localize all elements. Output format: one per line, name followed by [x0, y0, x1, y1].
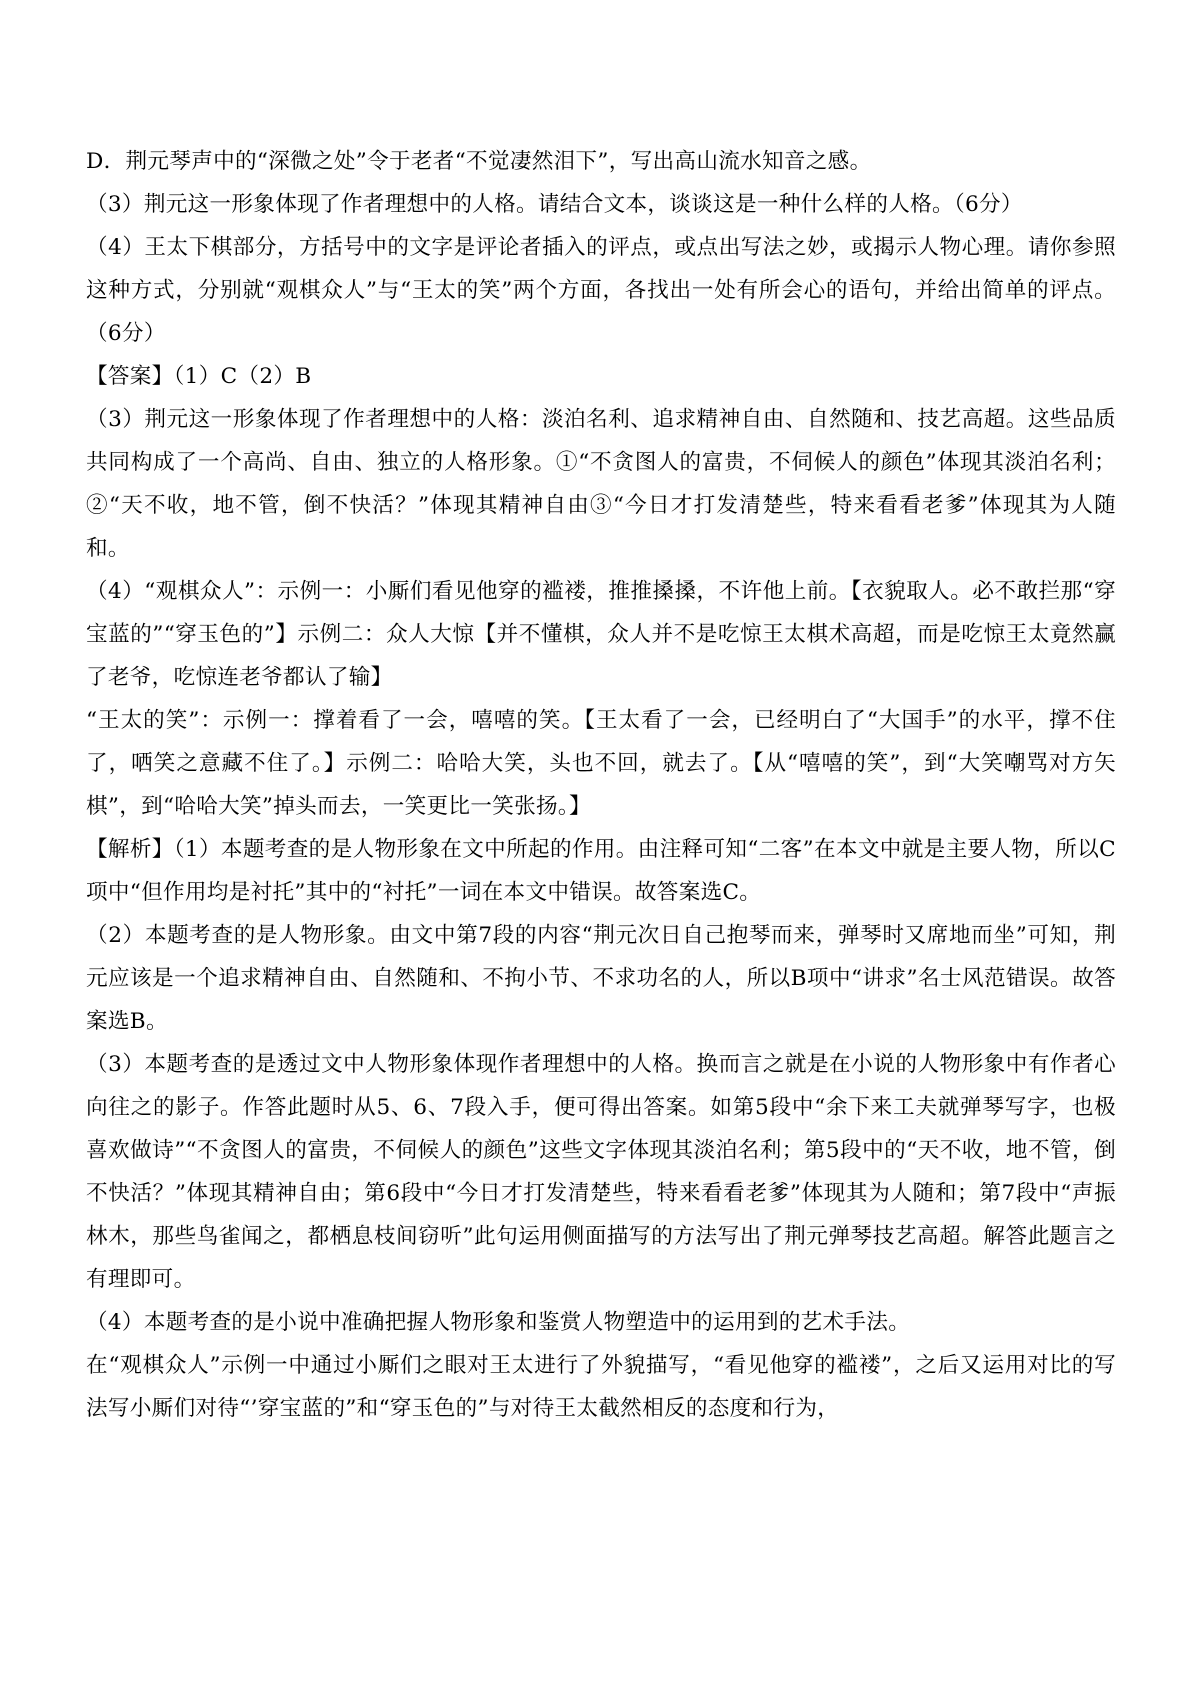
analysis-4-continued-text: 在“观棋众人”示例一中通过小厮们之眼对王太进行了外貌描写，“看见他穿的褴褛”，之后又运用对比的写法写小厮们对待“’穿宝蓝的”和“穿玉色的”与对待王太截然相反的态度和行为，	[86, 1353, 1116, 1421]
question-3-text: （3）荆元这一形象体现了作者理想中的人格。请结合文本，谈谈这是一种什么样的人格。（6分）	[86, 192, 1023, 217]
question-4-text: （4）王太下棋部分，方括号中的文字是评论者插入的评点，或点出写法之妙，或揭示人物心理。请你参照这种方式，分别就“观棋众人”与“王太的笑”两个方面，各找出一处有所会心的语句，并给出简单的评点。（6分）	[86, 235, 1116, 346]
analysis-1-text: 【解析】（1）本题考查的是人物形象在文中所起的作用。由注释可知“二客”在本文中就是主要人物，所以C项中“但作用均是衬托”其中的“衬托”一词在本文中错误。故答案选C。	[86, 837, 1116, 905]
answer-heading: 【答案】（1）C（2）B	[86, 364, 312, 389]
option-d-text: D．荆元琴声中的“深微之处”令于老者“不觉凄然泪下”，写出高山流水知音之感。	[86, 149, 872, 174]
analysis-4-text: （4）本题考查的是小说中准确把握人物形象和鉴赏人物塑造中的运用到的艺术手法。	[86, 1310, 911, 1335]
answer-4-onlookers-text: （4）“观棋众人”：示例一：小厮们看见他穿的褴褛，推推搡搡，不许他上前。【衣貌取人。必不敢拦那“穿宝蓝的”“穿玉色的”】示例二：众人大惊【并不懂棋，众人并不是吃惊王太棋术高超，而是吃惊王太竟然赢了老爷，吃惊连老爷都认了输】	[86, 579, 1116, 690]
analysis-2-text: （2）本题考查的是人物形象。由文中第7段的内容“荆元次日自己抱琴而来，弹琴时又席地而坐”可知，荆元应该是一个追求精神自由、自然随和、不拘小节、不求功名的人，所以B项中“讲求”名士风范错误。故答案选B。	[86, 923, 1116, 1034]
answer-3-text: （3）荆元这一形象体现了作者理想中的人格：淡泊名利、追求精神自由、自然随和、技艺高超。这些品质共同构成了一个高尚、自由、独立的人格形象。①“不贪图人的富贵，不伺候人的颜色”体现其淡泊名利；②“天不收，地不管，倒不快活？”体现其精神自由③“今日才打发清楚些，特来看看老爹”体现其为人随和。	[86, 407, 1116, 561]
document-body	[86, 140, 1116, 1430]
answer-4-laugh-text: “王太的笑”：示例一：撑着看了一会，嘻嘻的笑。【王太看了一会，已经明白了“大国手”的水平，撑不住了，哂笑之意藏不住了。】示例二：哈哈大笑，头也不回，就去了。【从“嘻嘻的笑”，到“大笑嘲骂对方矢棋”，到“哈哈大笑”掉头而去，一笑更比一笑张扬。】	[86, 708, 1116, 819]
analysis-3-text: （3）本题考查的是透过文中人物形象体现作者理想中的人格。换而言之就是在小说的人物形象中有作者心向往之的影子。作答此题时从5、6、7段入手，便可得出答案。如第5段中“余下来工夫就弹琴写字，也极喜欢做诗”“不贪图人的富贵，不伺候人的颜色”这些文字体现其淡泊名利；第5段中的“天不收，地不管，倒不快活？”体现其精神自由；第6段中“今日才打发清楚些，特来看看老爹”体现其为人随和；第7段中“声振林木，那些鸟雀闻之，都栖息枝间窃听”此句运用侧面描写的方法写出了荆元弹琴技艺高超。解答此题言之有理即可。	[86, 1052, 1116, 1292]
